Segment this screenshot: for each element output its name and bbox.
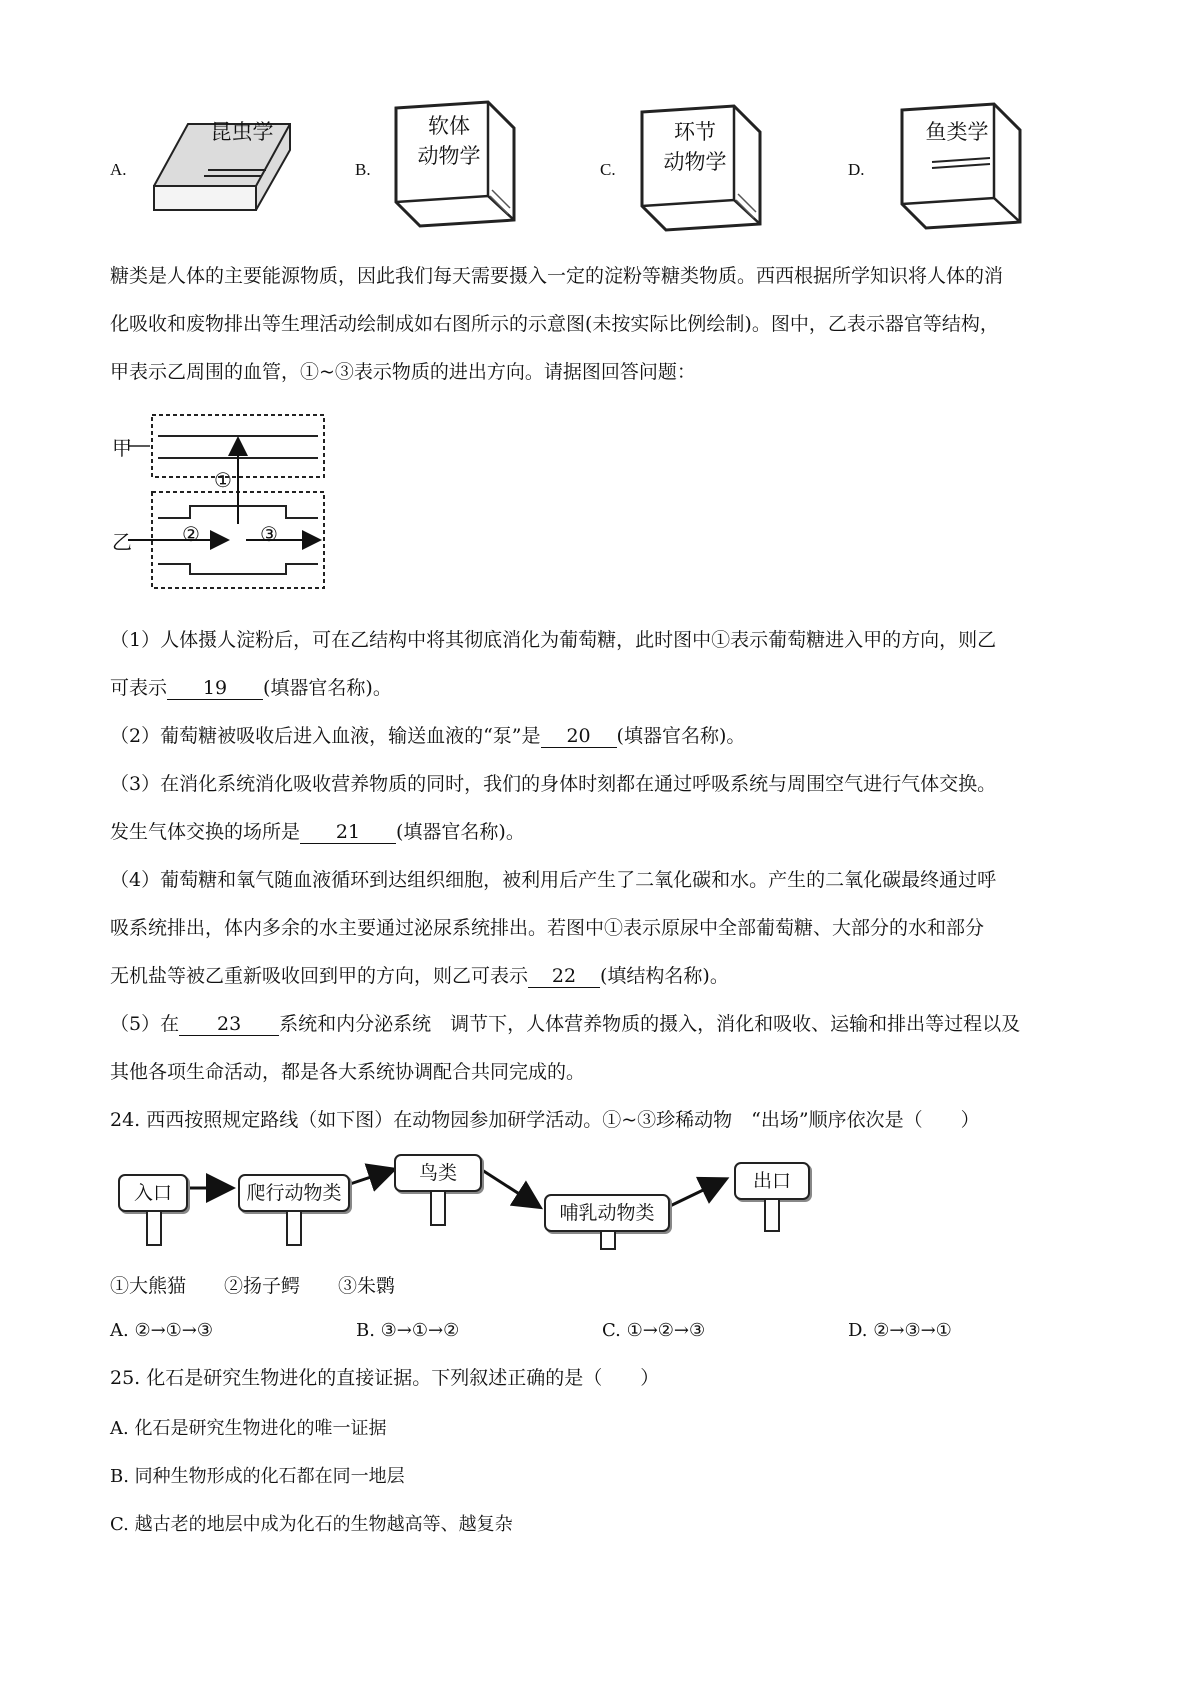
q5-line-2: 其他各项生命活动，都是各大系统协调配合共同完成的。 [110,1061,586,1083]
q5-answer-blank[interactable]: 23 [179,1013,279,1036]
q1-suffix: (填器官名称)。 [263,677,392,699]
sign-reptiles: 爬行动物类 [238,1174,350,1212]
q25-option-b[interactable]: B. 同种生物形成的化石都在同一地层 [110,1466,405,1487]
q24-option-a[interactable]: A. ②→①→③ [110,1320,214,1341]
sign-mammals-post [600,1232,616,1250]
q3-prefix: 发生气体交换的场所是 [110,821,301,843]
q4-suffix: (填结构名称)。 [600,965,729,987]
q4-line-2: 吸系统排出，体内多余的水主要通过泌尿系统排出。若图中①表示原尿中全部葡萄糖、大部分的水和部分 [110,917,985,939]
sign-entrance-post [146,1212,162,1246]
book-c-title-line1: 环节 [674,120,716,144]
book-a-title: 昆虫学 [210,120,274,144]
q25-option-a[interactable]: A. 化石是研究生物进化的唯一证据 [110,1418,387,1439]
option-c-letter: C. [600,160,616,179]
book-d-title: 鱼类学 [925,120,989,144]
sign-reptiles-post [286,1212,302,1246]
q2-line [110,724,745,748]
q1-line-2 [110,676,392,700]
sign-entrance: 入口 [118,1174,188,1212]
q24-option-d[interactable]: D. ②→③→① [848,1320,952,1341]
sign-birds-post [430,1192,446,1226]
sign-exit-post [764,1200,780,1232]
q4-answer-blank[interactable]: 22 [528,965,600,988]
q1-line-1: （1）人体摄人淀粉后，可在乙结构中将其彻底消化为葡萄糖，此时图中①表示葡萄糖进入甲的方向，则乙 [110,629,997,651]
book-c-title-line2: 动物学 [663,150,727,174]
q3-line-2 [110,820,525,844]
arrow-2-label: ② [182,522,200,546]
arrow-1-label: ① [214,468,232,492]
book-b-title-line2: 动物学 [417,144,481,168]
sign-mammals: 哺乳动物类 [544,1194,670,1232]
arrow-3-label: ③ [260,522,278,546]
q5-suffix: 系统和内分泌系统 调节下，人体营养物质的摄入，消化和吸收、运输和排出等过程以及 [279,1013,1021,1035]
q24-stem: 24. 西西按照规定路线（如下图）在动物园参加研学活动。①~③珍稀动物 “出场”顺序依次是（ ） [110,1109,980,1131]
q4-prefix: 无机盐等被乙重新吸收回到甲的方向，则乙可表示 [110,965,529,987]
q25-stem: 25. 化石是研究生物进化的直接证据。下列叙述正确的是（ ） [110,1367,660,1389]
q3-suffix: (填器官名称)。 [396,821,525,843]
q24-option-b[interactable]: B. ③→①→② [356,1320,460,1341]
q24-animals: ①大熊猫 ②扬子鳄 ③朱鹮 [110,1275,396,1297]
passage-line-1: 糖类是人体的主要能源物质，因此我们每天需要摄入一定的淀粉等糖类物质。西西根据所学知识将人体的消 [110,265,1004,287]
q2-suffix: (填器官名称)。 [616,725,746,747]
zoo-route-diagram [110,1150,830,1250]
sign-birds: 鸟类 [394,1154,482,1192]
q5-line-1 [110,1012,1020,1036]
passage-line-2: 化吸收和废物排出等生理活动绘制成如右图所示的示意图(未按实际比例绘制)。图中，乙表示器官等结构， [110,313,999,335]
sign-exit: 出口 [734,1162,810,1200]
q3-answer-blank[interactable]: 21 [300,821,396,844]
diagram-drawing [110,412,330,592]
q3-line-1: （3）在消化系统消化吸收营养物质的同时，我们的身体时刻都在通过呼吸系统与周围空气进行气体交换。 [110,773,997,795]
option-d-letter: D. [848,160,865,179]
q5-prefix: （5）在 [110,1013,180,1035]
passage-line-3: 甲表示乙周围的血管，①~③表示物质的进出方向。请据图回答问题： [110,361,696,383]
q1-answer-blank[interactable]: 19 [167,677,263,700]
digestion-diagram [110,412,330,592]
q24-option-c[interactable]: C. ①→②→③ [602,1320,706,1341]
q1-prefix: 可表示 [110,677,168,699]
label-yi: 乙 [112,530,132,554]
q2-prefix: （2）葡萄糖被吸收后进入血液，输送血液的“泵”是 [110,725,541,747]
q4-line-3 [110,964,729,988]
option-a-letter: A. [110,160,127,179]
book-b-title-line1: 软体 [428,114,470,138]
q2-answer-blank[interactable]: 20 [541,725,617,748]
q25-option-c[interactable]: C. 越古老的地层中成为化石的生物越高等、越复杂 [110,1514,513,1535]
option-b-letter: B. [355,160,371,179]
label-jia: 甲 [112,436,132,460]
q4-line-1: （4）葡萄糖和氧气随血液循环到达组织细胞，被利用后产生了二氧化碳和水。产生的二氧化碳最终通过呼 [110,869,997,891]
